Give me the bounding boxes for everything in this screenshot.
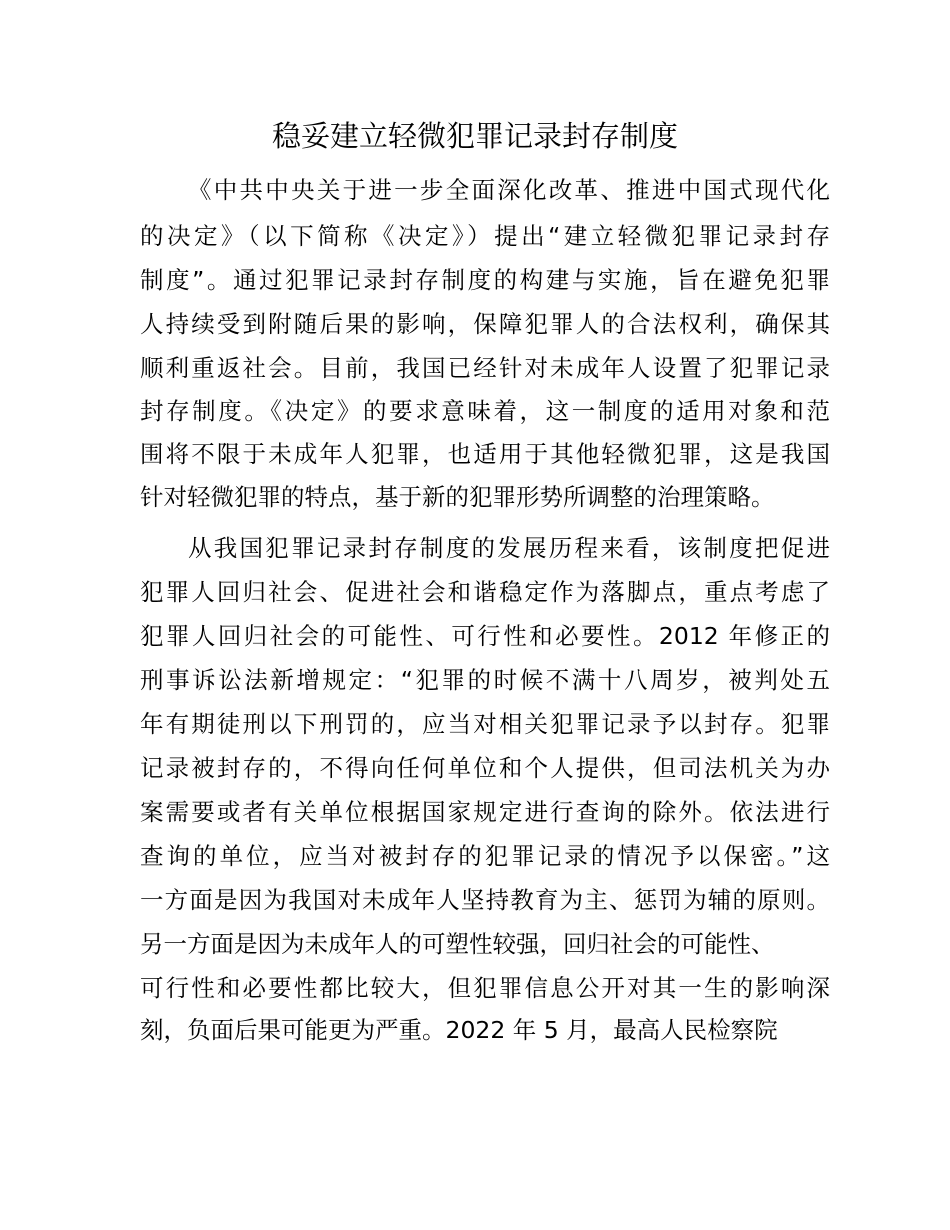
paragraph-line: 可行性和必要性都比较大，但犯罪信息公开对其一生的影响深 <box>140 974 830 1002</box>
paragraph-line: 案需要或者有关单位根据国家规定进行查询的除外。依法进行 <box>140 798 830 826</box>
paragraph-line: 一方面是因为我国对未成年人坚持教育为主、惩罚为辅的原则。 <box>140 886 830 914</box>
paragraph-line: 犯罪人回归社会、促进社会和谐稳定作为落脚点，重点考虑了 <box>140 578 830 606</box>
paragraph-line: 封存制度。《决定》的要求意味着，这一制度的适用对象和范 <box>140 397 830 425</box>
paragraph-line: 人持续受到附随后果的影响，保障犯罪人的合法权利，确保其 <box>140 310 830 338</box>
paragraph-line: 针对轻微犯罪的特点，基于新的犯罪形势所调整的治理策略。 <box>140 483 775 511</box>
paragraph-line: 《中共中央关于进一步全面深化改革、推进中国式现代化 <box>188 176 830 204</box>
paragraph-line: 刻，负面后果可能更为严重。2022 年 5 月，最高人民检察院 <box>140 1016 778 1044</box>
paragraph-line: 记录被封存的，不得向任何单位和个人提供，但司法机关为办 <box>140 754 830 782</box>
paragraph-line: 年有期徒刑以下刑罚的，应当对相关犯罪记录予以封存。犯罪 <box>140 710 830 738</box>
paragraph-line: 犯罪人回归社会的可能性、可行性和必要性。2012 年修正的 <box>140 622 830 650</box>
paragraph-line: 另一方面是因为未成年人的可塑性较强，回归社会的可能性、 <box>140 930 775 958</box>
paragraph-line: 刑事诉讼法新增规定：“犯罪的时候不满十八周岁，被判处五 <box>140 666 830 694</box>
paragraph-line: 顺利重返社会。目前，我国已经针对未成年人设置了犯罪记录 <box>140 354 830 382</box>
document-title: 稳妥建立轻微犯罪记录封存制度 <box>271 119 678 153</box>
paragraph-line: 的决定》（以下简称《决定》）提出“建立轻微犯罪记录封存 <box>140 222 830 250</box>
paragraph-line: 查询的单位，应当对被封存的犯罪记录的情况予以保密。”这 <box>140 842 830 870</box>
paragraph-line: 围将不限于未成年人犯罪，也适用于其他轻微犯罪，这是我国 <box>140 440 830 468</box>
paragraph-line: 从我国犯罪记录封存制度的发展历程来看，该制度把促进 <box>188 534 830 562</box>
paragraph-line: 制度”。通过犯罪记录封存制度的构建与实施，旨在避免犯罪 <box>140 266 830 294</box>
